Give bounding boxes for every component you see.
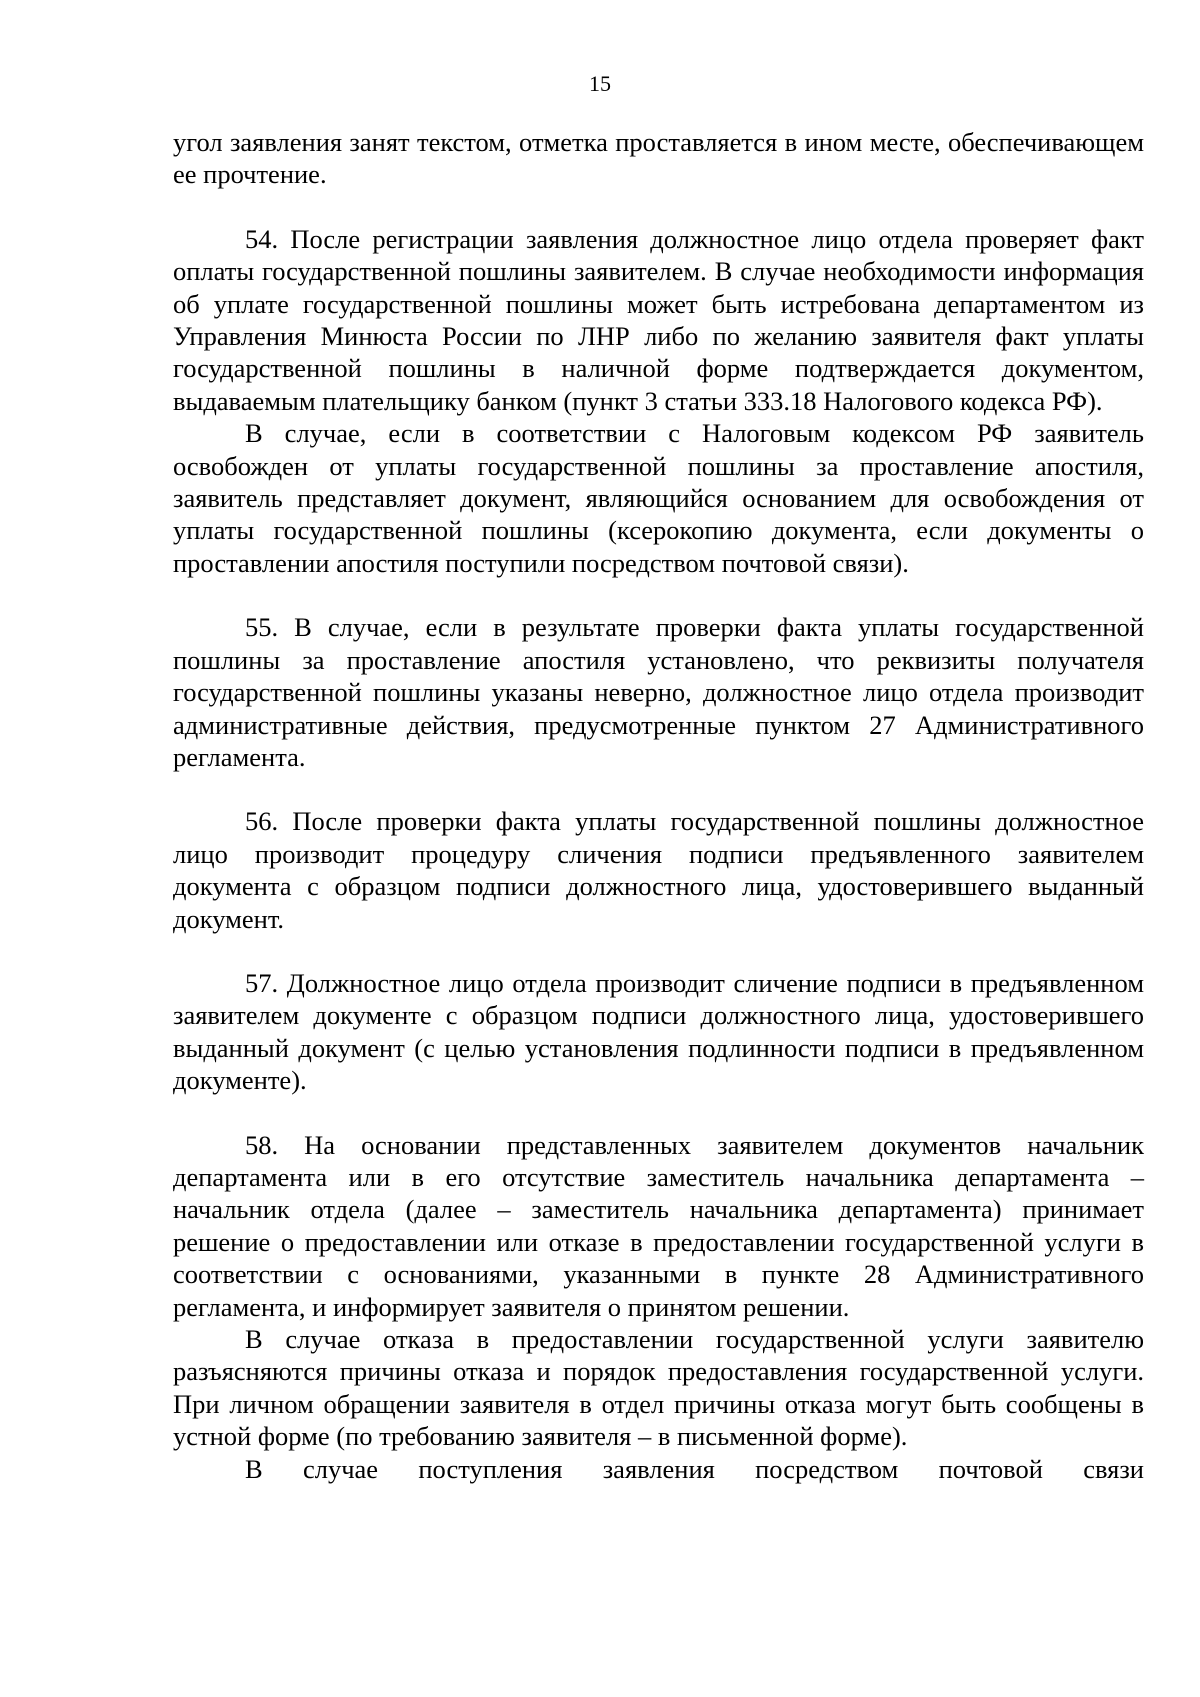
paragraph-58-postal: В случае поступления заявления посредством почтовой связи <box>245 1453 1144 1484</box>
paragraph-57: 57. Должностное лицо отдела производит сличение подписи в предъявленном заявителем документе с образцом подписи должностного лица, удостоверившего выданный документ (с целью установления подлинности подписи в предъявленном документе). <box>173 967 1144 1096</box>
paragraph-58-refusal: В случае отказа в предоставлении государственной услуги заявителю разъясняются причины отказа и порядок предоставления государственной услуги. При личном обращении заявителя в отдел причины отказа могут быть сообщены в устной форме (по требованию заявителя – в письменной форме). <box>173 1324 1144 1452</box>
paragraph-54-exemption: В случае, если в соответствии с Налоговым кодексом РФ заявитель освобожден от уплаты государственной пошлины за проставление апостиля, заявитель представляет документ, являющийся основанием для освобождения от уплаты государственной пошлины (ксерокопию документа, если документы о проставлении апостиля поступили посредством почтовой связи). <box>173 418 1144 578</box>
paragraph-56: 56. После проверки факта уплаты государственной пошлины должностное лицо производит процедуру сличения подписи предъявленного заявителем документа с образцом подписи должностного лица, удостоверившего выданный документ. <box>173 806 1144 934</box>
page-number: 15 <box>589 71 611 96</box>
paragraph-58: 58. На основании представленных заявителем документов начальник департамента или в его отсутствие заместитель начальника департамента – начальник отдела (далее – заместитель начальника департамента) принимает решение о предоставлении или отказе в предоставлении государственной услуги в соответствии с основаниями, указанными в пункте 28 Административного регламента, и информирует заявителя о принятом решении. <box>173 1129 1144 1322</box>
paragraph-54: 54. После регистрации заявления должностное лицо отдела проверяет факт оплаты государственной пошлины заявителем. В случае необходимости информация об уплате государственной пошлины может быть истребована департаментом из Управления Минюста России по ЛНР либо по желанию заявителя факт уплаты государственной пошлины в наличной форме подтверждается документом, выдаваемым плательщику банком (пункт 3 статьи 333.18 Налогового кодекса РФ). <box>173 223 1144 416</box>
paragraph-continuation: угол заявления занят текстом, отметка проставляется в ином месте, обеспечивающем ее прочтение. <box>173 127 1144 190</box>
paragraph-55: 55. В случае, если в результате проверки факта уплаты государственной пошлины за проставление апостиля установлено, что реквизиты получателя государственной пошлины указаны неверно, должностное лицо отдела производит административные действия, предусмотренные пунктом 27 Административного регламента. <box>173 612 1144 772</box>
document-body <box>173 126 1144 1485</box>
